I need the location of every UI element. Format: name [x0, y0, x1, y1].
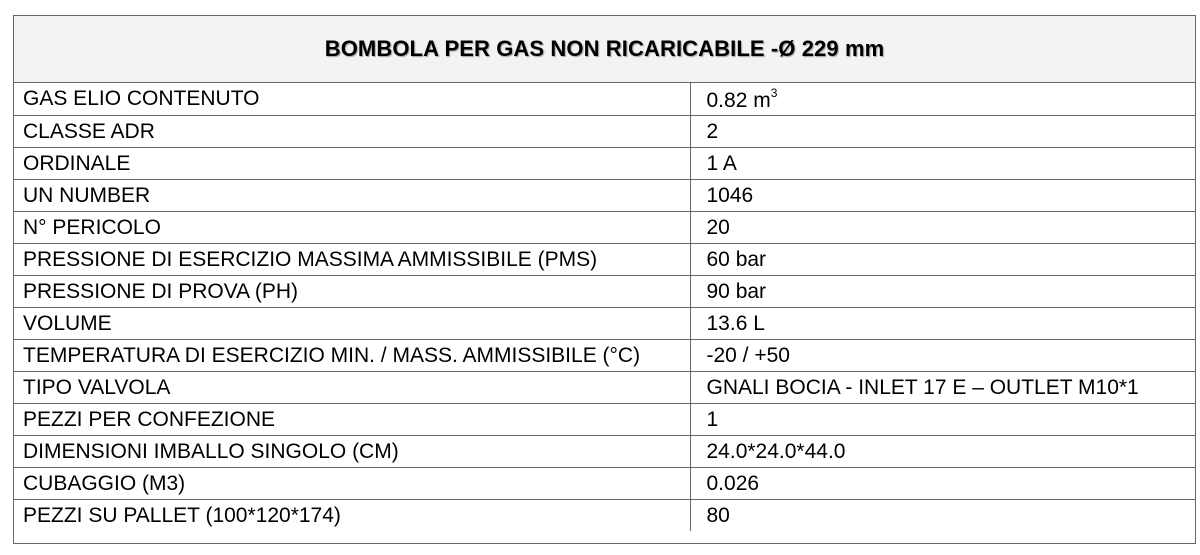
- row-value: [690, 275, 1195, 307]
- table-row: [14, 339, 1195, 371]
- row-label: PEZZI SU PALLET (100*120*174): [14, 499, 690, 531]
- table-title: BOMBOLA PER GAS NON RICARICABILE -Ø 229 mm: [14, 16, 1195, 83]
- row-label: UN NUMBER: [14, 179, 690, 211]
- row-value-text: 13.6 L: [706, 311, 765, 335]
- row-value-text: 1046: [706, 183, 754, 207]
- row-label: PRESSIONE DI ESERCIZIO MASSIMA AMMISSIBILE (PMS): [14, 243, 690, 275]
- row-label: CUBAGGIO (M3): [14, 467, 690, 499]
- table-row: [14, 243, 1195, 275]
- row-value: [690, 243, 1195, 275]
- row-value-text: 90 bar: [706, 279, 767, 303]
- row-value: [690, 435, 1195, 467]
- row-value-text: GNALI BOCIA - INLET 17 E – OUTLET M10*1: [706, 375, 1139, 399]
- table-row: [14, 115, 1195, 147]
- row-value: [690, 115, 1195, 147]
- row-value-text: 20: [706, 215, 730, 239]
- row-value-text: -20 / +50: [706, 343, 790, 367]
- row-value: [690, 307, 1195, 339]
- row-value: [690, 83, 1195, 115]
- table-row: [14, 307, 1195, 339]
- table-row: [14, 403, 1195, 435]
- table-row: [14, 435, 1195, 467]
- row-value: [690, 147, 1195, 179]
- row-value: [690, 403, 1195, 435]
- table-row: [14, 371, 1195, 403]
- row-label: VOLUME: [14, 307, 690, 339]
- row-label: PEZZI PER CONFEZIONE: [14, 403, 690, 435]
- unit-superscript: 3: [770, 85, 778, 100]
- row-value-text: 1 A: [706, 151, 737, 175]
- table-row: [14, 275, 1195, 307]
- table-row: [14, 179, 1195, 211]
- row-value-text: 60 bar: [706, 247, 767, 271]
- row-value-text: 24.0*24.0*44.0: [706, 439, 846, 463]
- table-row: [14, 211, 1195, 243]
- row-value: [690, 211, 1195, 243]
- spec-rows: [14, 83, 1195, 531]
- row-label: TIPO VALVOLA: [14, 371, 690, 403]
- table-row: [14, 499, 1195, 531]
- row-value-text: 80: [706, 503, 730, 527]
- row-label: TEMPERATURA DI ESERCIZIO MIN. / MASS. AMMISSIBILE (°C): [14, 339, 690, 371]
- row-value: [690, 499, 1195, 531]
- row-label: N° PERICOLO: [14, 211, 690, 243]
- row-label: PRESSIONE DI PROVA (PH): [14, 275, 690, 307]
- table-row: [14, 147, 1195, 179]
- row-value: [690, 179, 1195, 211]
- row-label: DIMENSIONI IMBALLO SINGOLO (CM): [14, 435, 690, 467]
- row-value: [690, 339, 1195, 371]
- spec-table: [13, 15, 1196, 544]
- row-label: GAS ELIO CONTENUTO: [14, 83, 690, 115]
- row-value: [690, 467, 1195, 499]
- row-value-text: 1: [706, 407, 719, 431]
- row-label: ORDINALE: [14, 147, 690, 179]
- row-label: CLASSE ADR: [14, 115, 690, 147]
- table-row: [14, 467, 1195, 499]
- row-value-text: 0.026: [706, 471, 760, 495]
- table-row: [14, 83, 1195, 115]
- row-value: [690, 371, 1195, 403]
- row-value-text: 2: [706, 119, 719, 143]
- row-value-text: 0.82 m: [706, 88, 771, 112]
